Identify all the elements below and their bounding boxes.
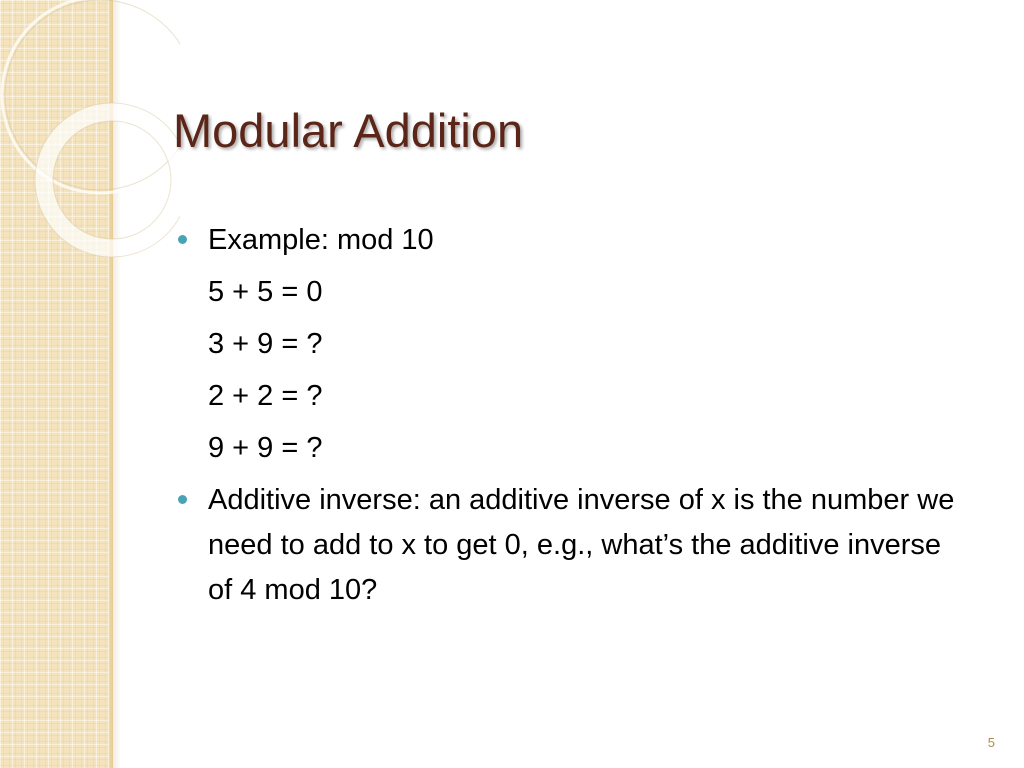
bullet-item — [178, 218, 968, 262]
bullet-dot-icon — [178, 235, 187, 244]
side-panel-shadow — [113, 0, 121, 768]
page-number: 5 — [987, 735, 995, 750]
slide-content — [178, 218, 968, 613]
slide-title: Modular Addition — [173, 104, 524, 157]
bullet-text: Additive inverse: an additive inverse of x is the number we need to add to x to get 0, e.g., what’s the additive inverse of 4 mod 10? — [208, 484, 955, 606]
side-panel-pattern — [0, 0, 113, 768]
bullet-text: Example: mod 10 — [208, 224, 434, 256]
example-line: 3 + 9 = ? — [208, 328, 323, 360]
example-line: 9 + 9 = ? — [208, 432, 323, 464]
example-line: 5 + 5 = 0 — [208, 276, 323, 308]
example-line: 2 + 2 = ? — [208, 380, 323, 412]
bullet-dot-icon — [178, 495, 187, 504]
bullet-item — [178, 478, 968, 613]
